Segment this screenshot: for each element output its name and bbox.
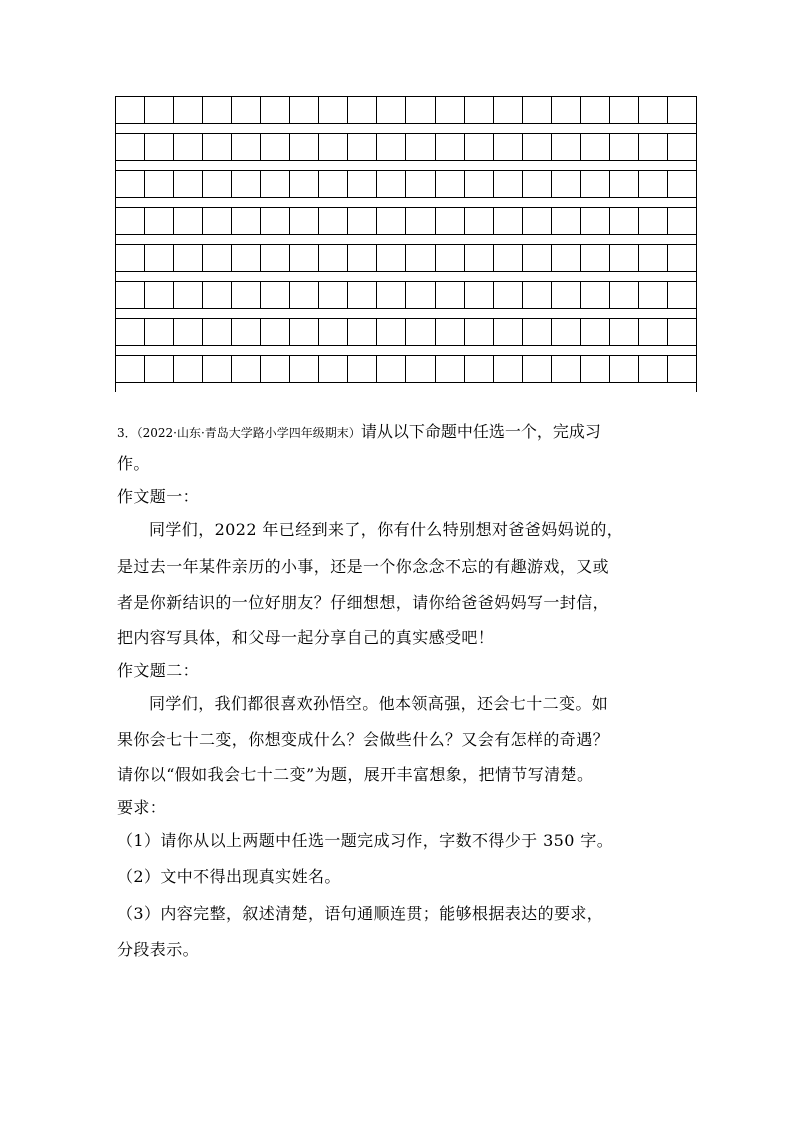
topic2-line-1: 同学们，我们都很喜欢孙悟空。他本领高强，还会七十二变。如: [149, 693, 609, 713]
question-content: [117, 417, 697, 969]
grid-cell: [610, 97, 639, 123]
grid-cell: [232, 282, 261, 308]
grid-cell: [203, 282, 232, 308]
requirement-2: （2）文中不得出现真实姓名。: [117, 867, 341, 886]
grid-cell: [290, 208, 319, 234]
grid-cell: [406, 282, 435, 308]
grid-cell: [494, 134, 523, 160]
grid-cell: [523, 97, 552, 123]
grid-cell: [145, 319, 174, 345]
grid-cell: [610, 356, 639, 382]
grid-cell: [174, 97, 203, 123]
grid-cell: [145, 356, 174, 382]
grid-cell: [552, 134, 581, 160]
question-source: （2022·山东·青岛大学路小学四年级期末）: [136, 426, 361, 440]
grid-row: [115, 170, 697, 198]
grid-cell: [348, 319, 377, 345]
grid-cell: [261, 208, 290, 234]
grid-cell: [348, 282, 377, 308]
topic1-line-3: 者是你新结识的一位好朋友？仔细想想，请你给爸爸妈妈写一封信，: [117, 593, 610, 612]
grid-cell: [319, 282, 348, 308]
grid-cell: [116, 97, 145, 123]
grid-cell: [290, 282, 319, 308]
grid-cell: [232, 97, 261, 123]
grid-cell: [174, 245, 203, 271]
grid-cell: [174, 171, 203, 197]
grid-cell: [377, 171, 406, 197]
grid-cell: [232, 356, 261, 382]
grid-cell: [494, 97, 523, 123]
grid-cell: [639, 171, 668, 197]
grid-spacer: [115, 383, 697, 392]
grid-cell: [581, 208, 610, 234]
grid-spacer: [115, 272, 697, 281]
grid-cell: [552, 319, 581, 345]
grid-cell: [232, 134, 261, 160]
topic1-line-4: 把内容写具体，和父母一起分享自己的真实感受吧！: [117, 627, 495, 647]
grid-cell: [668, 282, 696, 308]
grid-cell: [377, 208, 406, 234]
grid-cell: [436, 282, 465, 308]
grid-row: [115, 96, 697, 124]
grid-cell: [261, 97, 290, 123]
topic1-line-2: 是过去一年某件亲历的小事，还是一个你念念不忘的有趣游戏，又或: [117, 556, 610, 576]
requirement-1: （1）请你从以上两题中任选一题完成习作，字数不得少于 350 字。: [117, 830, 614, 850]
grid-cell: [377, 356, 406, 382]
grid-cell: [406, 245, 435, 271]
grid-cell: [668, 171, 696, 197]
grid-cell: [406, 171, 435, 197]
grid-cell: [319, 171, 348, 197]
grid-cell: [377, 282, 406, 308]
grid-cell: [639, 245, 668, 271]
grid-cell: [348, 171, 377, 197]
grid-cell: [319, 134, 348, 160]
grid-cell: [494, 282, 523, 308]
grid-cell: [377, 245, 406, 271]
grid-cell: [145, 171, 174, 197]
grid-cell: [552, 245, 581, 271]
grid-cell: [552, 356, 581, 382]
grid-cell: [348, 356, 377, 382]
grid-cell: [581, 282, 610, 308]
grid-cell: [290, 134, 319, 160]
grid-cell: [639, 319, 668, 345]
grid-cell: [610, 319, 639, 345]
grid-cell: [523, 171, 552, 197]
grid-cell: [290, 171, 319, 197]
requirement-3: （3）内容完整，叙述清楚，语句通顺连贯；能够根据表达的要求，: [117, 903, 604, 923]
grid-cell: [203, 171, 232, 197]
grid-cell: [436, 356, 465, 382]
grid-spacer: [115, 161, 697, 170]
grid-cell: [348, 97, 377, 123]
grid-cell: [465, 356, 494, 382]
grid-cell: [581, 245, 610, 271]
grid-cell: [465, 134, 494, 160]
grid-cell: [639, 208, 668, 234]
grid-cell: [494, 319, 523, 345]
grid-cell: [116, 282, 145, 308]
topic1-heading: 作文题一：: [117, 487, 200, 506]
grid-cell: [319, 356, 348, 382]
grid-cell: [610, 134, 639, 160]
grid-cell: [610, 208, 639, 234]
grid-cell: [552, 282, 581, 308]
grid-cell: [116, 356, 145, 382]
grid-cell: [145, 134, 174, 160]
grid-cell: [290, 97, 319, 123]
grid-cell: [261, 245, 290, 271]
grid-cell: [406, 319, 435, 345]
grid-cell: [465, 282, 494, 308]
grid-cell: [436, 245, 465, 271]
grid-row: [115, 244, 697, 272]
grid-cell: [581, 319, 610, 345]
grid-cell: [668, 356, 696, 382]
grid-cell: [116, 208, 145, 234]
grid-cell: [552, 208, 581, 234]
grid-cell: [494, 245, 523, 271]
grid-cell: [348, 134, 377, 160]
grid-cell: [581, 171, 610, 197]
grid-spacer: [115, 309, 697, 318]
grid-cell: [174, 356, 203, 382]
topic2-line-2: 果你会七十二变，你想变成什么？会做些什么？又会有怎样的奇遇？: [117, 730, 610, 749]
grid-cell: [610, 245, 639, 271]
grid-cell: [668, 208, 696, 234]
grid-cell: [465, 97, 494, 123]
grid-cell: [203, 356, 232, 382]
grid-cell: [145, 208, 174, 234]
grid-cell: [116, 245, 145, 271]
grid-cell: [232, 171, 261, 197]
grid-row: [115, 207, 697, 235]
grid-cell: [203, 208, 232, 234]
grid-cell: [232, 319, 261, 345]
grid-cell: [581, 134, 610, 160]
grid-cell: [290, 245, 319, 271]
grid-cell: [290, 356, 319, 382]
grid-cell: [436, 171, 465, 197]
grid-cell: [465, 171, 494, 197]
grid-cell: [174, 134, 203, 160]
grid-spacer: [115, 235, 697, 244]
grid-cell: [174, 208, 203, 234]
grid-row: [115, 355, 697, 383]
grid-cell: [232, 245, 261, 271]
grid-cell: [668, 134, 696, 160]
grid-cell: [406, 356, 435, 382]
grid-cell: [639, 356, 668, 382]
grid-cell: [290, 319, 319, 345]
grid-cell: [203, 245, 232, 271]
grid-cell: [145, 282, 174, 308]
grid-cell: [610, 171, 639, 197]
grid-cell: [203, 134, 232, 160]
question-number: 3．: [117, 426, 137, 440]
grid-cell: [581, 97, 610, 123]
grid-cell: [436, 134, 465, 160]
grid-row: [115, 318, 697, 346]
grid-cell: [494, 171, 523, 197]
grid-cell: [523, 356, 552, 382]
topic1-line-1: 同学们，2022 年已经到来了，你有什么特别想对爸爸妈妈说的，: [149, 520, 624, 539]
grid-cell: [523, 282, 552, 308]
grid-cell: [145, 97, 174, 123]
grid-cell: [436, 208, 465, 234]
grid-spacer: [115, 198, 697, 207]
grid-cell: [116, 171, 145, 197]
topic2-heading: 作文题二：: [117, 660, 200, 680]
grid-cell: [494, 356, 523, 382]
grid-cell: [639, 134, 668, 160]
question-line: [117, 417, 697, 448]
grid-cell: [668, 97, 696, 123]
grid-cell: [261, 319, 290, 345]
grid-cell: [377, 134, 406, 160]
grid-cell: [406, 134, 435, 160]
topic2-line-3: 请你以“假如我会七十二变”为题，展开丰富想象，把情节写清楚。: [117, 764, 594, 784]
requirement-3-cont: 分段表示。: [117, 940, 200, 959]
grid-cell: [203, 97, 232, 123]
grid-cell: [523, 319, 552, 345]
grid-cell: [174, 282, 203, 308]
requirements-heading: 要求：: [117, 797, 167, 817]
grid-cell: [116, 319, 145, 345]
grid-row: [115, 133, 697, 161]
grid-cell: [203, 319, 232, 345]
writing-grid: [115, 96, 697, 392]
grid-cell: [261, 282, 290, 308]
grid-cell: [465, 245, 494, 271]
question-prompt-cont: 作。: [117, 454, 150, 473]
grid-cell: [348, 245, 377, 271]
grid-cell: [348, 208, 377, 234]
grid-spacer: [115, 346, 697, 355]
grid-cell: [494, 208, 523, 234]
grid-cell: [406, 208, 435, 234]
grid-cell: [552, 97, 581, 123]
grid-row: [115, 281, 697, 309]
grid-cell: [174, 319, 203, 345]
grid-cell: [465, 319, 494, 345]
grid-cell: [436, 319, 465, 345]
grid-cell: [319, 97, 348, 123]
grid-spacer: [115, 124, 697, 133]
grid-cell: [639, 97, 668, 123]
grid-cell: [261, 134, 290, 160]
grid-cell: [377, 97, 406, 123]
grid-cell: [261, 356, 290, 382]
grid-cell: [116, 134, 145, 160]
grid-cell: [319, 319, 348, 345]
grid-cell: [581, 356, 610, 382]
grid-cell: [465, 208, 494, 234]
grid-cell: [552, 171, 581, 197]
grid-cell: [261, 171, 290, 197]
grid-cell: [523, 134, 552, 160]
grid-cell: [610, 282, 639, 308]
grid-cell: [406, 97, 435, 123]
grid-cell: [145, 245, 174, 271]
grid-cell: [319, 245, 348, 271]
grid-cell: [377, 319, 406, 345]
grid-cell: [232, 208, 261, 234]
grid-cell: [668, 245, 696, 271]
grid-cell: [319, 208, 348, 234]
grid-cell: [436, 97, 465, 123]
grid-cell: [639, 282, 668, 308]
grid-cell: [523, 208, 552, 234]
grid-cell: [523, 245, 552, 271]
grid-cell: [668, 319, 696, 345]
question-prompt: 请从以下命题中任选一个，完成习: [360, 422, 601, 441]
